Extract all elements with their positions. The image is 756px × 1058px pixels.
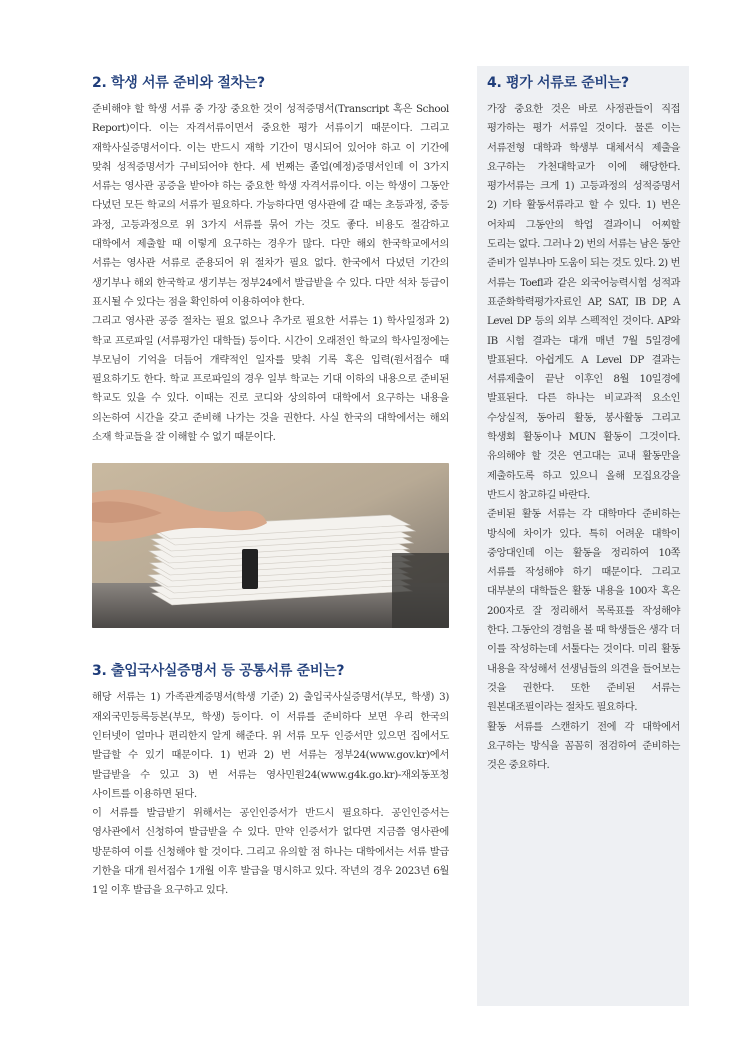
section-4-paragraph-3: 활동 서류를 스캔하기 전에 각 대학에서 요구하는 방식을 꼼꼼히 점검하여 준비하는 것은 중요하다. (487, 720, 680, 772)
section-3-paragraph-2: 이 서류를 발급받기 위해서는 공인인증서가 반드시 필요하다. 공인인증서는 영사관에서 신청하여 발급받을 수 있다. 만약 인증서가 없다면 지금쯤 영사관에 방문하여 이를 신청해야 할 것이다. 그리고 유의할 점 하나는 대학에서는 서류 발급 기한을 대개 원서접수 1개월 이후 발급을 명시하고 있다. 작년의 경우 2023년 6월 1일 이후 발급을 요구하고 있다. (92, 807, 449, 897)
left-column (92, 74, 449, 901)
section-4-paragraph-1: 가장 중요한 것은 바로 사정관들이 직접 평가하는 평가 서류일 것이다. 물론 이는 서류전형 대학과 학생부 대체서식 제출을 요구하는 가천대학교가 이에 해당한다. 평가서류는 크게 1) 고등과정의 성적증명서 2) 기타 활동서류라고 할 수 있다. 1) 번은 어차피 그동안의 학업 결과이니 어찌할 도리는 없다. 그러나 2) 번의 서류는 남은 동안 준비가 일부나마 도움이 되는 것도 있다. 2) 번 서류는 Toefl과 같은 외국어능력시험 성적과 표준화학력평가자료인 AP, SAT, IB DP, A Level DP 등의 외부 스펙적인 것이다. AP와 IB 시험 결과는 대개 매년 7월 5일경에 발표된다. 아쉽게도 A Level DP 결과는 서류제출이 끝난 이후인 8월 10일경에 발표된다. 다른 하나는 비교과적 요소인 수상실적, 동아리 활동, 봉사활동 그리고 학생회 활동이나 MUN 활동이 그것이다. 유의해야 할 것은 연고대는 교내 활동만을 제출하도록 하고 있으니 올해 모집요강을 반드시 참고하길 바란다. (487, 103, 680, 501)
stacked-papers-photo (92, 463, 449, 628)
section-4-heading: 4. 평가 서류로 준비는? (487, 75, 629, 91)
section-2-paragraph-1: 준비해야 할 학생 서류 중 가장 중요한 것이 성적증명서(Transcript 혹은 School Report)이다. 이는 자격서류이면서 중요한 평가 서류이기 때문이다. 그리고 재학사실증명서이다. 이는 반드시 재학 기간이 명시되어 있어야 하고 이 기간에 맞춰 성적증명서가 구비되어야 한다. 세 번째는 졸업(예정)증명서인데 이 3가지 서류는 영사관 공증을 받아야 하는 중요한 학생 자격서류이다. 이는 학생이 그동안 다녔던 모든 학교의 서류가 필요하다. 가능하다면 영사관에 갈 때는 초등과정, 중등 과정, 고등과정으로 위 3가지 서류를 묶어 가는 것도 좋다. 비용도 절감하고 대학에서 제출할 때 이렇게 요구하는 경우가 많다. 다만 해외 한국학교에서의 서류는 영사관 서류로 준용되어 위 절차가 필요 없다. 한국에서 다녔던 기간의 생기부나 해외 한국학교 생기부는 정부24에서 발급받을 수 있다. 다만 석차 등급이 표시될 수 있다는 점을 확인하여 이용하여야 한다. (92, 103, 449, 308)
papers-image (92, 463, 449, 628)
section-4-paragraph-2: 준비된 활동 서류는 각 대학마다 준비하는 방식에 차이가 있다. 특히 어려운 대학이 중앙대인데 이는 활동을 정리하여 10쪽 서류를 작성해야 하기 때문이다. 그리고 대부분의 대학들은 활동 내용을 100자 혹은 200자로 잘 정리해서 목록표를 작성해야 한다. 그동안의 경험을 볼 때 학생들은 생각 더 이를 작성하는데 서툴다는 것이다. 미리 활동 내용을 작성해서 선생님들의 의견을 들어보는 것을 권한다. 또한 준비된 서류는 원본대조필이라는 절차도 필요하다. (487, 508, 680, 714)
section-2-heading: 2. 학생 서류 준비와 절차는? (92, 75, 265, 91)
right-column (487, 74, 680, 775)
section-2-paragraph-2: 그리고 영사관 공증 절차는 필요 없으나 추가로 필요한 서류는 1) 학사일정과 2) 학교 프로파일 (서류평가인 대학들) 등이다. 시간이 오래전인 학교의 학사일정에는 부모님이 기억을 더듬어 개략적인 일자를 맞춰 기록 혹은 입력(원서접수 때 필요하기도 한다. 학교 프로파일의 경우 일부 학교는 기대 이하의 내용으로 준비된 학교도 있을 수 있다. 이때는 진로 코디와 상의하여 대학에서 요구하는 내용을 의논하여 시간을 갖고 준비해 나가는 것을 권한다. 사실 한국의 대학에서는 해외 소재 학교들을 잘 이해할 수 없기 때문이다. (92, 315, 449, 444)
section-3-paragraph-1: 해당 서류는 1) 가족관계증명서(학생 기준) 2) 출입국사실증명서(부모, 학생) 3) 재외국민등록등본(부모, 학생) 등이다. 이 서류를 준비하다 보면 우리 한국의 인터넷이 얼마나 편리한지 알게 해준다. 위 서류 모두 인증서만 있으면 집에서도 발급할 수 있기 때문이다. 1) 번과 2) 번 서류는 정부24(www.gov.kr)에서 발급받을 수 있고 3) 번 서류는 영사민원24(www.g4k.go.kr)-재외동포청 사이트를 이용하면 된다. (92, 691, 449, 800)
section-3-heading: 3. 출입국사실증명서 등 공통서류 준비는? (92, 663, 345, 680)
